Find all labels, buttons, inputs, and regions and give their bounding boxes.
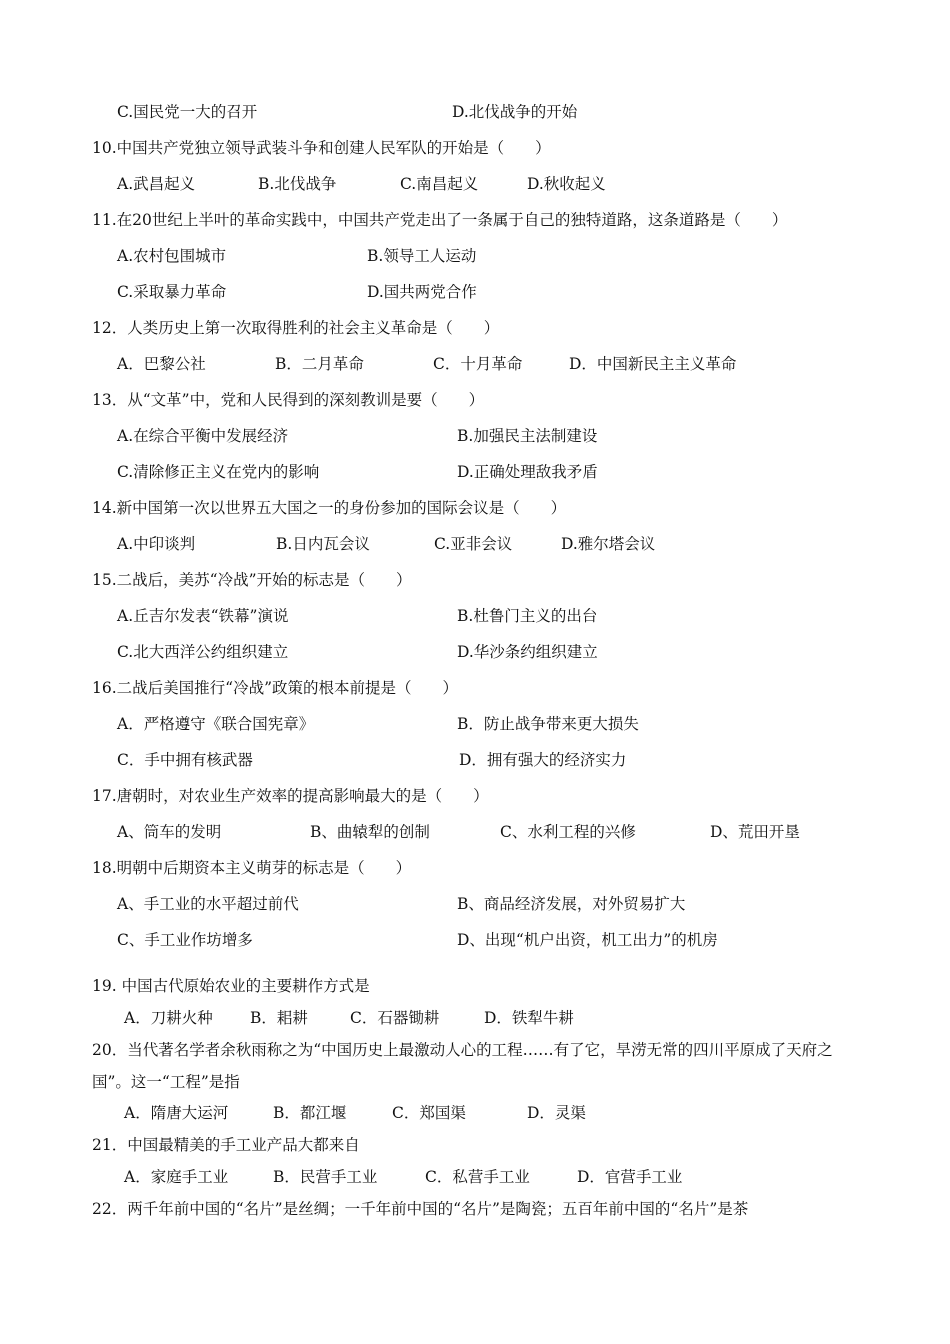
option-18c: C、手工业作坊增多 bbox=[117, 931, 253, 949]
option-15b: B.杜鲁门主义的出台 bbox=[457, 607, 598, 625]
question-17-stem: 17.唐朝时，对农业生产效率的提高影响最大的是（ ） bbox=[92, 787, 489, 805]
question-21-stem: 21．中国最精美的手工业产品大都来自 bbox=[92, 1136, 360, 1154]
option-21d: D．官营手工业 bbox=[577, 1168, 683, 1186]
option-14d: D.雅尔塔会议 bbox=[561, 535, 656, 553]
option-20d: D．灵渠 bbox=[527, 1104, 586, 1122]
option-19b: B．耜耕 bbox=[250, 1009, 308, 1027]
option-11d: D.国共两党合作 bbox=[367, 283, 477, 301]
question-13-stem: 13．从“文革”中，党和人民得到的深刻教训是要（ ） bbox=[92, 391, 485, 409]
option-21a: A．家庭手工业 bbox=[124, 1168, 229, 1186]
option-14a: A.中印谈判 bbox=[117, 535, 196, 553]
option-16c: C．手中拥有核武器 bbox=[117, 751, 253, 769]
option-20b: B．都江堰 bbox=[273, 1104, 347, 1122]
option-13a: A.在综合平衡中发展经济 bbox=[117, 427, 289, 445]
option-17a: A、筒车的发明 bbox=[117, 823, 222, 841]
option-20a: A．隋唐大运河 bbox=[124, 1104, 229, 1122]
option-15c: C.北大西洋公约组织建立 bbox=[117, 643, 289, 661]
option-15a: A.丘吉尔发表“铁幕”演说 bbox=[117, 607, 289, 625]
question-18-stem: 18.明朝中后期资本主义萌芽的标志是（ ） bbox=[92, 859, 412, 877]
option-19a: A．刀耕火种 bbox=[124, 1009, 213, 1027]
option-13b: B.加强民主法制建设 bbox=[457, 427, 598, 445]
option-21c: C．私营手工业 bbox=[425, 1168, 530, 1186]
option-13d: D.正确处理敌我矛盾 bbox=[457, 463, 598, 481]
option-18b: B、商品经济发展，对外贸易扩大 bbox=[457, 895, 686, 913]
question-22-stem: 22．两千年前中国的“名片”是丝绸；一千年前中国的“名片”是陶瓷；五百年前中国的“名片”是茶 bbox=[92, 1200, 749, 1218]
option-18d: D、出现“机户出资，机工出力”的机房 bbox=[457, 931, 718, 949]
option-20c: C．郑国渠 bbox=[392, 1104, 466, 1122]
option-19d: D．铁犁牛耕 bbox=[484, 1009, 574, 1027]
question-10-stem: 10.中国共产党独立领导武装斗争和创建人民军队的开始是（ ） bbox=[92, 139, 551, 157]
question-16-stem: 16.二战后美国推行“冷战”政策的根本前提是（ ） bbox=[92, 679, 458, 697]
option-13c: C.清除修正主义在党内的影响 bbox=[117, 463, 320, 481]
option-12a: A．巴黎公社 bbox=[117, 355, 206, 373]
question-20-stem: 20．当代著名学者余秋雨称之为“中国历史上最激动人心的工程……有了它，旱涝无常的四川平原成了天府之国”。这一“工程”是指 bbox=[92, 1041, 833, 1091]
option-10c: C.南昌起义 bbox=[400, 175, 479, 193]
option-16b: B．防止战争带来更大损失 bbox=[457, 715, 639, 733]
question-11-stem: 11.在20世纪上半叶的革命实践中，中国共产党走出了一条属于自己的独特道路，这条道路是（ ） bbox=[92, 211, 788, 229]
question-14-stem: 14.新中国第一次以世界五大国之一的身份参加的国际会议是（ ） bbox=[92, 499, 567, 517]
option-9c: C.国民党一大的召开 bbox=[117, 103, 258, 121]
option-17c: C、水利工程的兴修 bbox=[500, 823, 636, 841]
question-12-stem: 12．人类历史上第一次取得胜利的社会主义革命是（ ） bbox=[92, 319, 500, 337]
option-18a: A、手工业的水平超过前代 bbox=[117, 895, 299, 913]
option-19c: C．石器锄耕 bbox=[350, 1009, 440, 1027]
option-10d: D.秋收起义 bbox=[527, 175, 606, 193]
option-12c: C．十月革命 bbox=[433, 355, 523, 373]
option-17b: B、曲辕犁的创制 bbox=[310, 823, 430, 841]
option-14b: B.日内瓦会议 bbox=[276, 535, 370, 553]
option-11a: A.农村包围城市 bbox=[117, 247, 227, 265]
option-15d: D.华沙条约组织建立 bbox=[457, 643, 598, 661]
option-17d: D、荒田开垦 bbox=[710, 823, 800, 841]
option-11c: C.采取暴力革命 bbox=[117, 283, 227, 301]
option-10b: B.北伐战争 bbox=[258, 175, 337, 193]
option-21b: B．民营手工业 bbox=[273, 1168, 378, 1186]
option-16a: A．严格遵守《联合国宪章》 bbox=[117, 715, 315, 733]
question-19-stem: 19. 中国古代原始农业的主要耕作方式是 bbox=[92, 977, 370, 995]
option-12b: B．二月革命 bbox=[275, 355, 364, 373]
option-14c: C.亚非会议 bbox=[434, 535, 513, 553]
option-12d: D．中国新民主主义革命 bbox=[569, 355, 737, 373]
option-16d: D．拥有强大的经济实力 bbox=[459, 751, 627, 769]
option-10a: A.武昌起义 bbox=[117, 175, 196, 193]
option-9d: D.北伐战争的开始 bbox=[452, 103, 578, 121]
option-11b: B.领导工人运动 bbox=[367, 247, 477, 265]
question-15-stem: 15.二战后，美苏“冷战”开始的标志是（ ） bbox=[92, 571, 412, 589]
